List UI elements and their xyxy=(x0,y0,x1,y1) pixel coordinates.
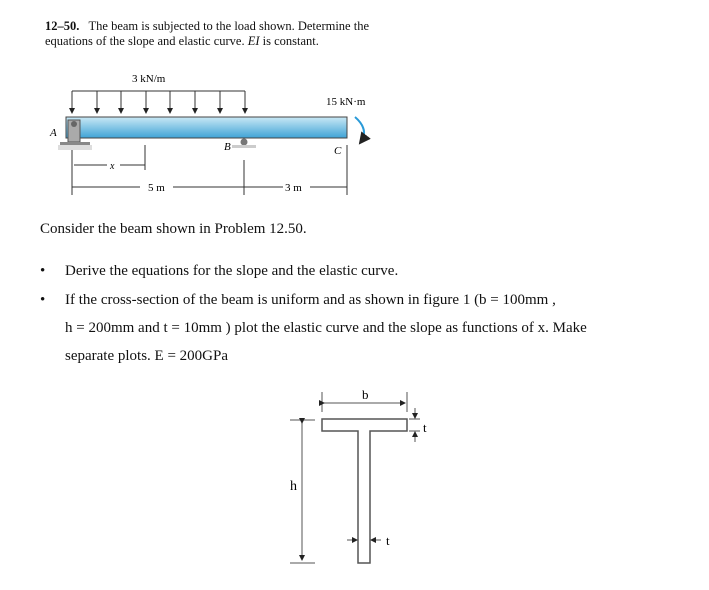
roller-support-b xyxy=(232,139,256,149)
load-label: 3 kN/m xyxy=(132,73,166,85)
bullet-2-line3: separate plots. E = 200GPa xyxy=(65,348,229,364)
bullet-2: • xyxy=(40,292,46,308)
bullet-2-line1: If the cross-section of the beam is uniform and as shown in figure 1 (b = 100mm , xyxy=(65,292,556,308)
bullet-1-text: Derive the equations for the slope and the elastic curve. xyxy=(65,263,399,279)
ei-suffix: is constant. xyxy=(259,34,319,48)
problem-statement: The beam is subjected to the load shown. Determine the equations of the slope and elastic curve. xyxy=(45,19,370,48)
dim-bc: 3 m xyxy=(285,182,302,194)
dim-t-flange: t xyxy=(423,420,427,435)
label-x: x xyxy=(110,161,115,172)
intro-text: Consider the beam shown in Problem 12.50. xyxy=(40,221,307,237)
dim-h: h xyxy=(290,479,297,494)
dim-t-web: t xyxy=(386,533,390,548)
label-a: A xyxy=(50,127,57,139)
label-b: B xyxy=(224,141,231,153)
t-section-figure xyxy=(290,387,427,563)
label-c: C xyxy=(334,145,342,157)
moment-label: 15 kN·m xyxy=(326,96,366,108)
dim-b: b xyxy=(362,387,369,402)
beam xyxy=(66,117,347,138)
dim-ab: 5 m xyxy=(148,182,165,194)
bullet-1: • xyxy=(40,263,46,279)
ei-symbol: EI xyxy=(247,34,260,48)
problem-number: 12–50. xyxy=(45,19,80,33)
distributed-load-arrows xyxy=(72,91,245,113)
bullet-2-line2: h = 200mm and t = 10mm ) plot the elastic curve and the slope as functions of x. Make xyxy=(65,320,587,336)
moment-arrow-icon xyxy=(355,117,364,143)
